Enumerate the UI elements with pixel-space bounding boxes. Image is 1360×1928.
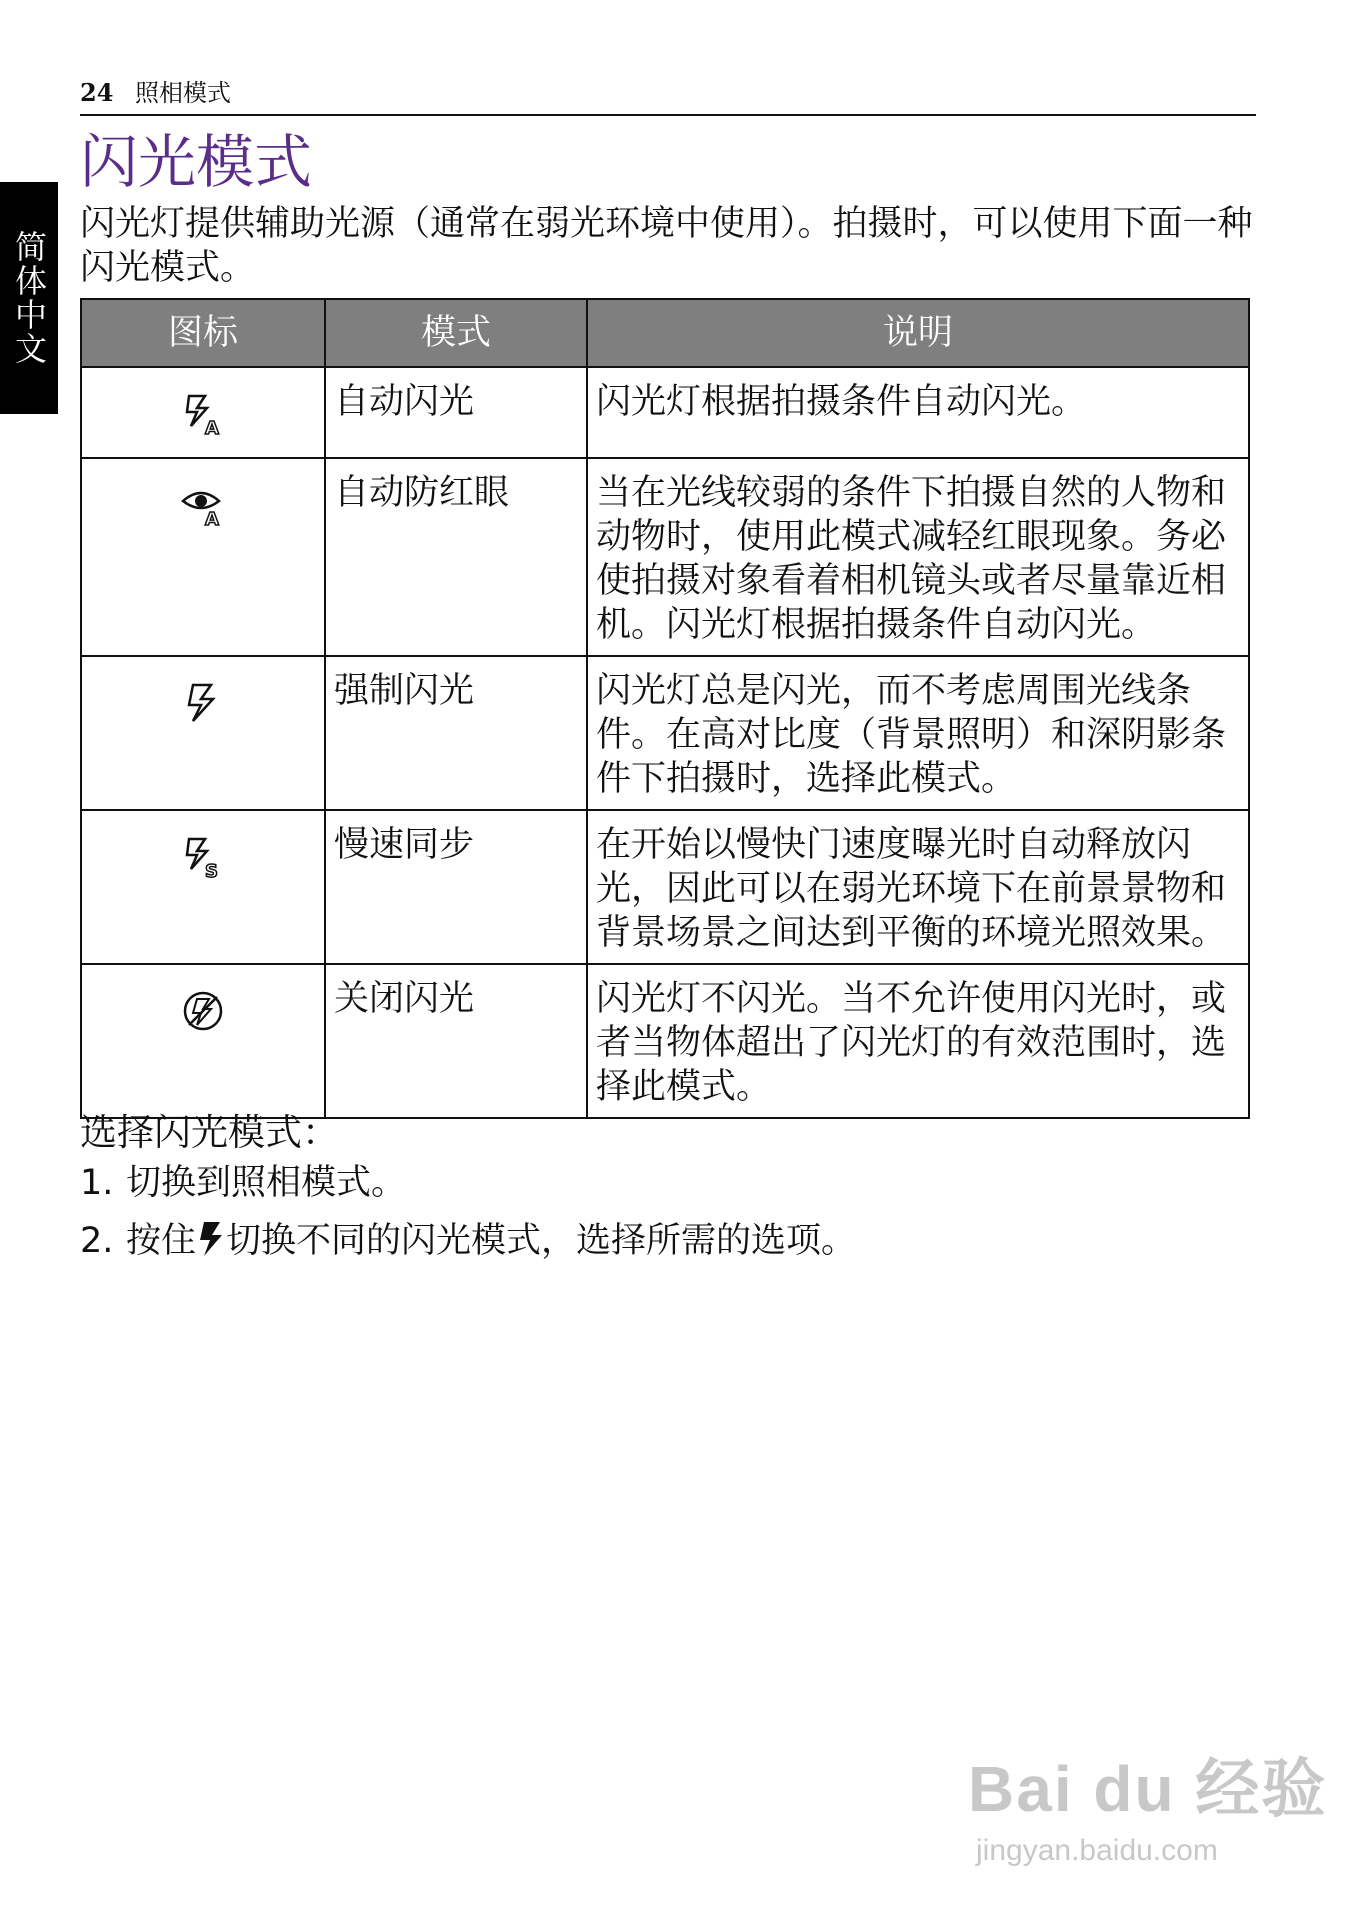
flash-mode-table [80, 298, 1250, 1119]
table-header-row [81, 299, 1249, 367]
svg-text:A: A [205, 418, 219, 438]
mode-description: 闪光灯总是闪光，而不考虑周围光线条件。在高对比度（背景照明）和深阴影条件下拍摄时，选择此模式。 [587, 656, 1249, 810]
table-row [81, 458, 1249, 656]
mode-description: 当在光线较弱的条件下拍摄自然的人物和动物时，使用此模式减轻红眼现象。务必使拍摄对象看着相机镜头或者尽量靠近相机。闪光灯根据拍摄条件自动闪光。 [587, 458, 1249, 656]
header-icon: 图标 [81, 299, 325, 367]
mode-name: 自动闪光 [325, 367, 587, 458]
steps-heading: 选择闪光模式： [80, 1111, 339, 1154]
header-description: 说明 [587, 299, 1249, 367]
red-eye-reduction-icon [179, 498, 227, 538]
step-1 [80, 1160, 406, 1206]
step-text-before: 按住 [126, 1221, 197, 1261]
flash-auto-icon [179, 407, 227, 447]
table-row [81, 810, 1249, 964]
header-mode: 模式 [325, 299, 587, 367]
mode-name: 慢速同步 [325, 810, 587, 964]
slow-sync-icon [179, 850, 227, 890]
table-row [81, 367, 1249, 458]
flash-off-icon [179, 1004, 227, 1044]
step-number: 1. [80, 1163, 114, 1203]
page-title: 闪光模式 [80, 128, 313, 196]
mode-name: 关闭闪光 [325, 964, 587, 1118]
step-text: 切换到照相模式。 [126, 1163, 407, 1203]
section-name: 照相模式 [135, 79, 232, 107]
svg-text:S: S [205, 861, 218, 881]
watermark [968, 1738, 1327, 1868]
mode-description: 闪光灯根据拍摄条件自动闪光。 [587, 367, 1249, 458]
mode-description: 闪光灯不闪光。当不允许使用闪光时，或者当物体超出了闪光灯的有效范围时，选择此模式。 [587, 964, 1249, 1118]
step-2 [80, 1218, 856, 1264]
language-tab-label: 简体中文 [10, 230, 48, 366]
svg-text:A: A [205, 509, 219, 529]
mode-name: 强制闪光 [325, 656, 587, 810]
step-number: 2. [80, 1221, 114, 1261]
flash-forced-icon [179, 696, 227, 736]
table-row [81, 656, 1249, 810]
mode-description: 在开始以慢快门速度曝光时自动释放闪光，因此可以在弱光环境下在前景景物和背景场景之间达到平衡的环境光照效果。 [587, 810, 1249, 964]
step-text-after: 切换不同的闪光模式，选择所需的选项。 [226, 1221, 857, 1261]
mode-name: 自动防红眼 [325, 458, 587, 656]
watermark-url: jingyan.baidu.com [976, 1834, 1218, 1867]
intro-paragraph: 闪光灯提供辅助光源（通常在弱光环境中使用）。拍摄时，可以使用下面一种闪光模式。 [80, 204, 1253, 288]
page-number: 24 [80, 78, 114, 107]
watermark-brand: Bai du 经验 [968, 1753, 1328, 1825]
table-row [81, 964, 1249, 1118]
language-tab [0, 182, 58, 414]
flash-button-icon [196, 1221, 226, 1261]
page-header [80, 76, 1256, 116]
